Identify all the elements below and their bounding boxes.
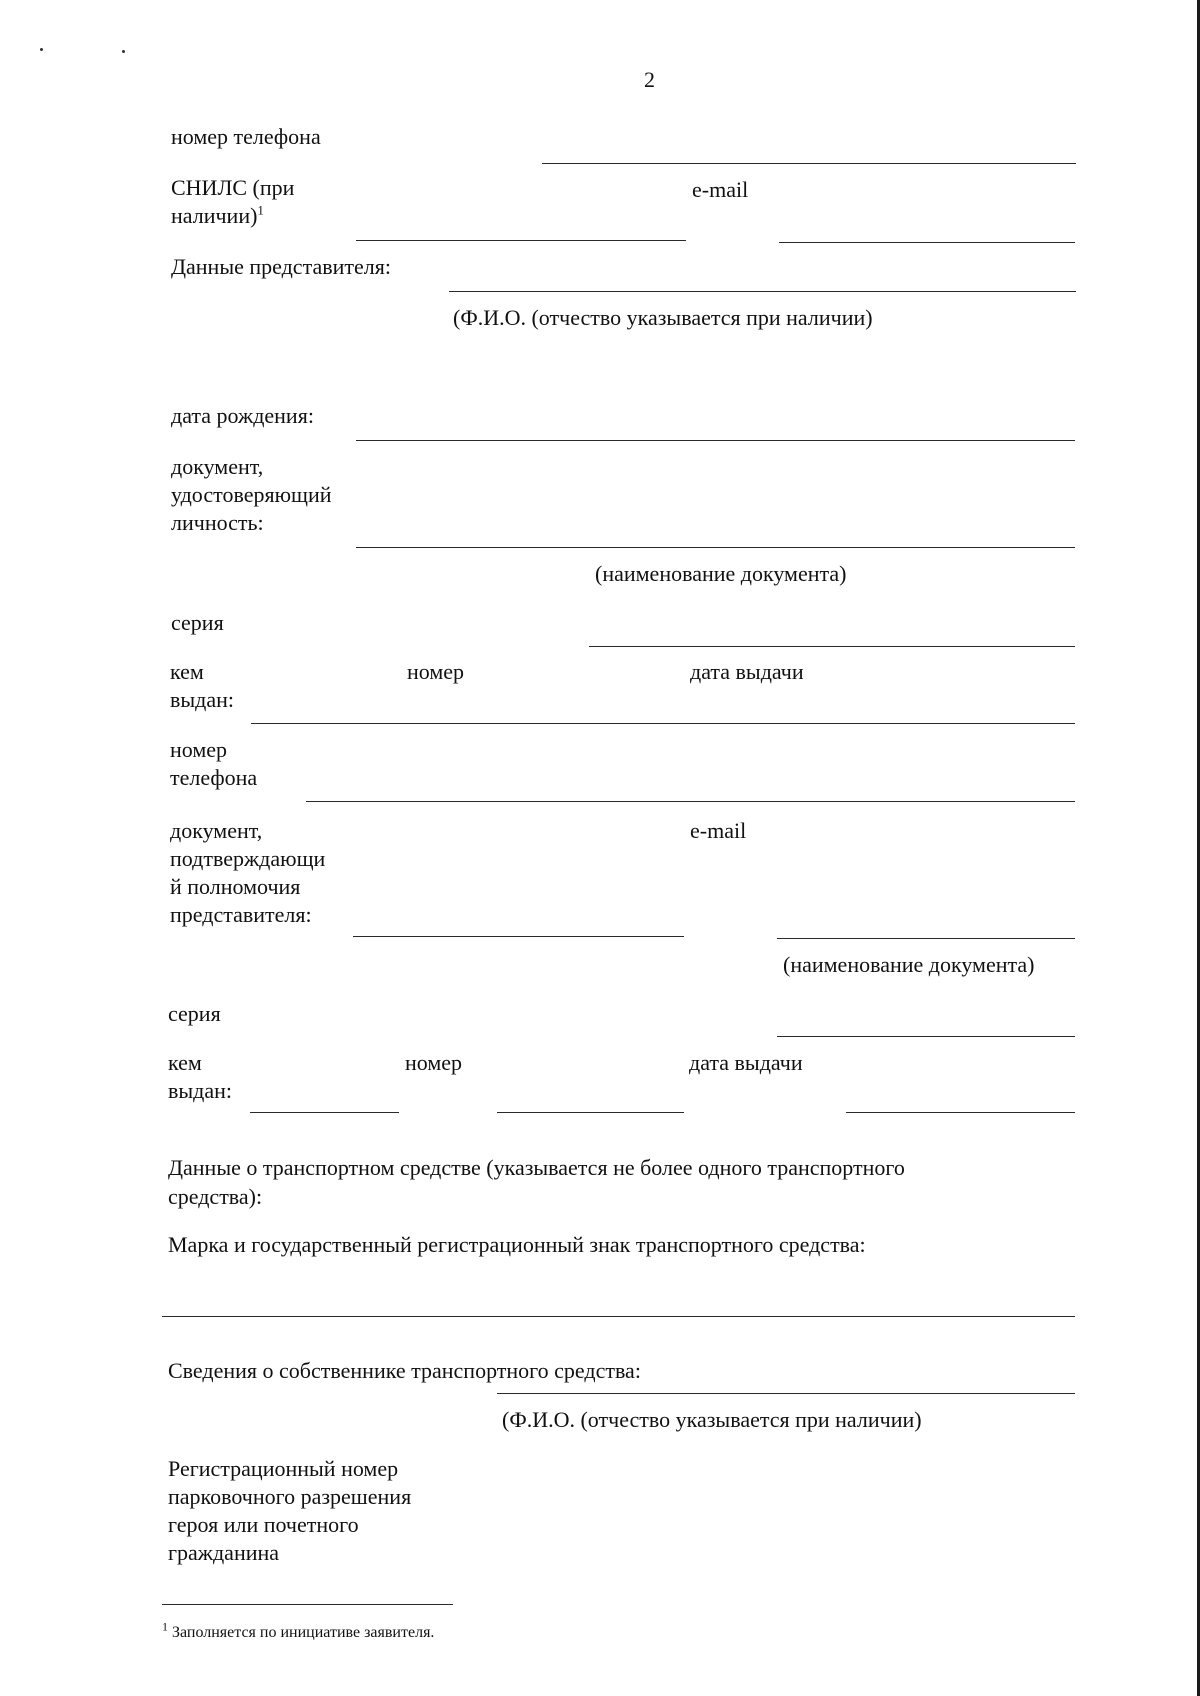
id-document-label-line3: личность: bbox=[171, 510, 264, 535]
issued-by-line[interactable] bbox=[251, 723, 1075, 724]
phone-field-line[interactable] bbox=[542, 163, 1076, 164]
number2-line[interactable] bbox=[497, 1112, 684, 1113]
make-plate-label: Марка и государственный регистрационный знак транспортного средства: bbox=[168, 1232, 866, 1257]
scan-speck bbox=[40, 48, 43, 51]
snils-label-line1: СНИЛС (при bbox=[171, 175, 295, 200]
email-field-line[interactable] bbox=[779, 242, 1075, 243]
authority-doc-label-line3: й полномочия bbox=[170, 874, 301, 899]
birth-date-label: дата рождения: bbox=[171, 403, 314, 428]
representative-heading: Данные представителя: bbox=[171, 254, 391, 279]
id-document-line[interactable] bbox=[356, 547, 1075, 548]
id-document-label-line2: удостоверяющий bbox=[171, 482, 332, 507]
document-name-caption: (наименование документа) bbox=[595, 561, 847, 586]
rep-email-label: e-mail bbox=[690, 818, 747, 843]
issue-date-label: дата выдачи bbox=[690, 659, 804, 684]
footnote bbox=[162, 1619, 434, 1647]
authority-doc-label-line1: документ, bbox=[170, 818, 263, 843]
email-label: e-mail bbox=[692, 177, 749, 202]
permit-label-line3: героя или почетного bbox=[168, 1512, 359, 1537]
make-plate-line[interactable] bbox=[162, 1316, 1075, 1317]
footnote-text: Заполняется по инициативе заявителя. bbox=[172, 1624, 435, 1641]
issue-date2-line[interactable] bbox=[846, 1112, 1075, 1113]
snils-label-text: наличии) bbox=[171, 203, 258, 228]
scan-speck bbox=[122, 50, 125, 53]
permit-label-line4: гражданина bbox=[168, 1540, 280, 1565]
permit-label-line1: Регистрационный номер bbox=[168, 1456, 399, 1481]
permit-label-line2: парковочного разрешения bbox=[168, 1484, 412, 1509]
issued-by2-line[interactable] bbox=[250, 1112, 399, 1113]
footnote-reference: 1 bbox=[257, 202, 264, 218]
series2-label: серия bbox=[168, 1001, 221, 1026]
rep-phone-label-line1: номер bbox=[170, 737, 228, 762]
series-label: серия bbox=[171, 610, 224, 635]
number2-label: номер bbox=[405, 1050, 463, 1075]
rep-phone-line[interactable] bbox=[306, 801, 1075, 802]
vehicle-heading-line1: Данные о транспортном средстве (указывается не более одного транспортного bbox=[168, 1155, 905, 1180]
vehicle-heading-line2: средства): bbox=[168, 1184, 263, 1209]
snils-field-line[interactable] bbox=[356, 240, 686, 241]
series-line[interactable] bbox=[589, 646, 1075, 647]
number-label: номер bbox=[407, 659, 465, 684]
issued-by-label-line1: кем bbox=[170, 659, 204, 684]
issued-by2-label-line1: кем bbox=[168, 1050, 202, 1075]
authority-doc-caption: (наименование документа) bbox=[783, 952, 1035, 977]
representative-fio-caption: (Ф.И.О. (отчество указывается при наличии) bbox=[453, 305, 873, 330]
owner-fio-caption: (Ф.И.О. (отчество указывается при наличии) bbox=[502, 1407, 922, 1432]
owner-label: Сведения о собственнике транспортного средства: bbox=[168, 1358, 641, 1383]
footnote-separator bbox=[162, 1604, 453, 1605]
issued-by2-label-line2: выдан: bbox=[168, 1078, 233, 1103]
authority-doc-label-line2: подтверждающи bbox=[170, 846, 326, 871]
issue-date2-label: дата выдачи bbox=[689, 1050, 803, 1075]
birth-date-line[interactable] bbox=[356, 440, 1075, 441]
authority-doc-line[interactable] bbox=[353, 936, 684, 937]
snils-label-line2 bbox=[171, 202, 264, 230]
page-number: 2 bbox=[644, 67, 655, 92]
owner-line[interactable] bbox=[497, 1393, 1075, 1394]
rep-email-line[interactable] bbox=[777, 938, 1075, 939]
representative-fio-line[interactable] bbox=[449, 291, 1076, 292]
rep-phone-label-line2: телефона bbox=[170, 765, 258, 790]
series2-line[interactable] bbox=[777, 1036, 1075, 1037]
id-document-label-line1: документ, bbox=[171, 454, 264, 479]
footnote-mark: 1 bbox=[162, 1619, 168, 1634]
issued-by-label-line2: выдан: bbox=[170, 687, 235, 712]
authority-doc-label-line4: представителя: bbox=[170, 902, 312, 927]
phone-label: номер телефона bbox=[171, 124, 321, 149]
